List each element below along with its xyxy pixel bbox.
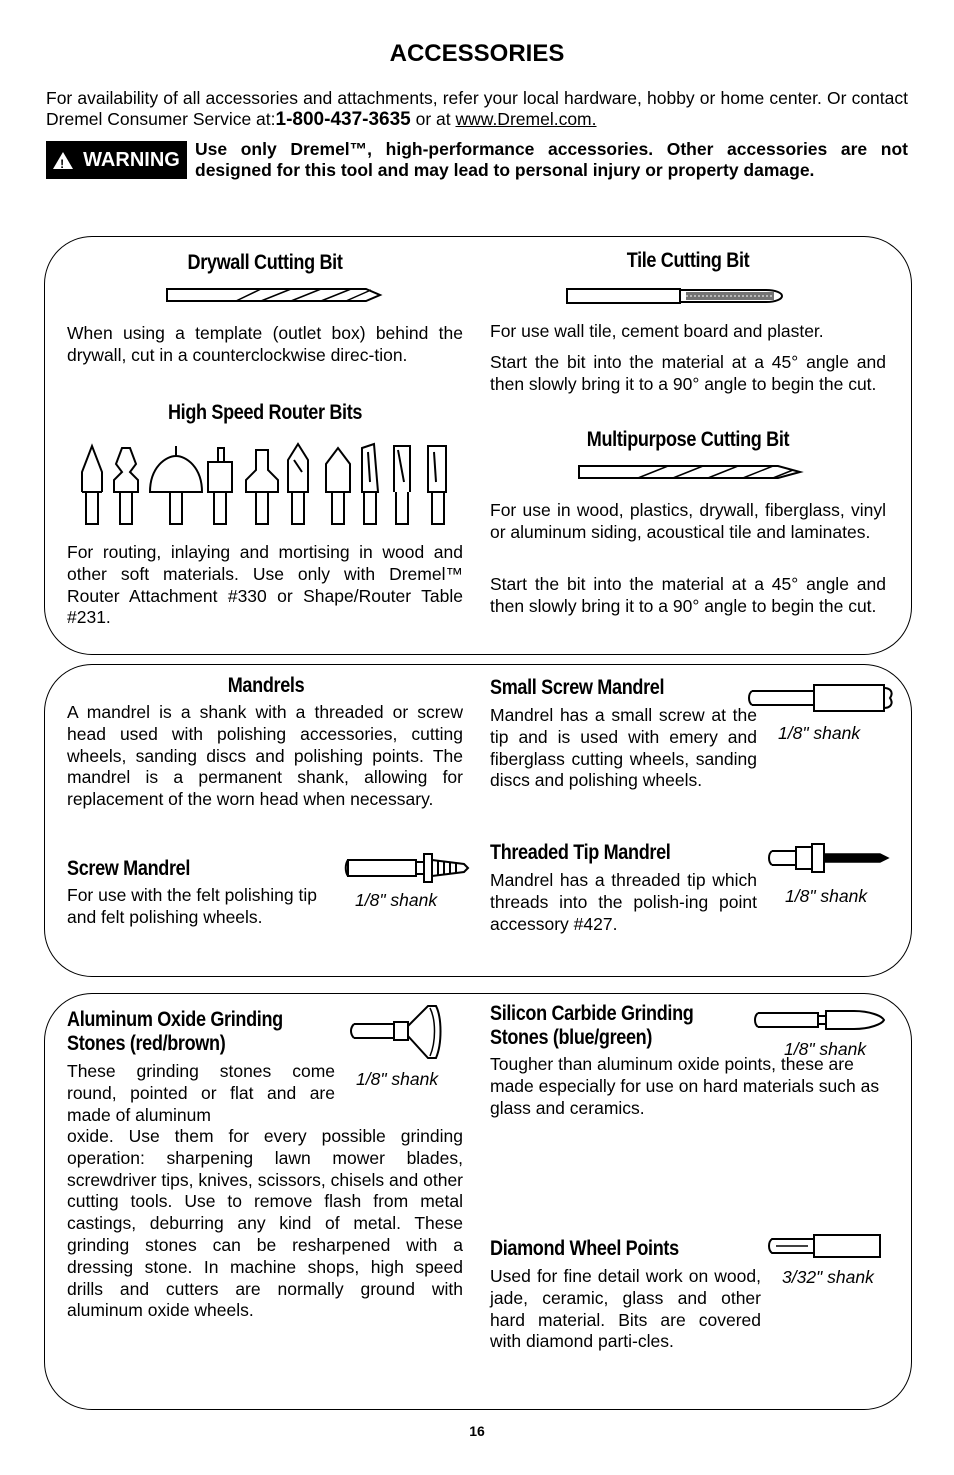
diamond-wheel-point-icon xyxy=(768,1233,886,1259)
small-screw-mandrel-icon xyxy=(748,682,898,714)
small-screw-mandrel-text: Mandrel has a small screw at the tip and is used with emery and fiberglass cutting wheels, sanding discs and polishing wheels. xyxy=(490,705,757,791)
warning-triangle-icon xyxy=(53,152,73,169)
router-bits-icon xyxy=(80,442,452,526)
diamond-wheel-points-text: Used for fine detail work on wood, jade, ceramic, glass and other hard material. Bits are covered with diamond parti-cles. xyxy=(490,1266,761,1352)
router-heading: High Speed Router Bits xyxy=(167,401,363,424)
warning-badge xyxy=(46,141,187,179)
tile-text-2: Start the bit into the material at a 45° angle and then slowly bring it to a 90° angle to begin the cut. xyxy=(490,352,886,394)
drywall-heading: Drywall Cutting Bit xyxy=(187,251,343,274)
threaded-tip-mandrel-icon xyxy=(768,842,892,874)
mandrels-heading: Mandrels xyxy=(227,674,305,697)
multipurpose-bit-icon xyxy=(578,464,802,482)
aluminum-oxide-caption: 1/8" shank xyxy=(356,1069,439,1089)
small-screw-mandrel-heading: Small Screw Mandrel xyxy=(490,676,665,699)
mandrels-text: A mandrel is a shank with a threaded or screw head used with polishing accessories, cutting wheels, sanding discs and polishing points. The mandrel is a permanent shank, allowing for replacement of the worn head when necessary. xyxy=(67,702,463,810)
small-screw-mandrel-caption: 1/8" shank xyxy=(778,723,861,743)
intro-paragraph xyxy=(46,88,908,130)
aluminum-oxide-text: oxide. Use them for every possible grinding operation: sharpening lawn mower blades, screwdriver tips, knives, scissors, chisels and other cutting tools. Use to remove flash from metal castings, deburring any kind of metal. These grinding stones can be resharpened with a dressing stone. In machine shops, high speed drills and cutters are normally ground with aluminum oxide wheels. xyxy=(67,1126,463,1321)
screw-mandrel-heading: Screw Mandrel xyxy=(67,857,191,880)
silicon-carbide-stone-icon xyxy=(754,1008,888,1032)
silicon-carbide-caption: 1/8" shank xyxy=(784,1039,867,1059)
intro-text: For availability of all accessories and attachments, refer your local hardware, hobby or home center. Or contact Dremel Consumer Service at: xyxy=(46,88,908,129)
drywall-text: When using a template (outlet box) behind the drywall, cut in a counterclockwise direc-tion. xyxy=(67,323,463,365)
website-link[interactable]: www.Dremel.com. xyxy=(455,109,597,129)
intro-or-at: or at xyxy=(410,109,456,129)
diamond-wheel-points-caption: 3/32" shank xyxy=(782,1267,874,1287)
page-title: ACCESSORIES xyxy=(389,40,565,67)
aluminum-oxide-heading-2: Stones (red/brown) xyxy=(67,1032,226,1055)
screw-mandrel-caption: 1/8" shank xyxy=(355,890,438,910)
threaded-tip-mandrel-text: Mandrel has a threaded tip which threads into the polish-ing point accessory #427. xyxy=(490,870,757,934)
warning-block xyxy=(46,139,908,181)
drywall-bit-icon xyxy=(166,287,382,305)
aluminum-oxide-text-top: These grinding stones come round, pointed or flat and are made of aluminum xyxy=(67,1061,335,1125)
phone-number: 1-800-437-3635 xyxy=(275,109,411,130)
warning-text: Use only Dremel™, high-performance accessories. Other accessories are not designed for this tool and may lead to personal injury or property damage. xyxy=(195,139,908,180)
warning-badge-label: WARNING xyxy=(83,148,180,171)
aluminum-oxide-heading-1: Aluminum Oxide Grinding xyxy=(67,1008,283,1031)
silicon-carbide-heading-1: Silicon Carbide Grinding xyxy=(490,1002,694,1025)
silicon-carbide-heading-2: Stones (blue/green) xyxy=(490,1026,653,1049)
router-text: For routing, inlaying and mortising in wood and other soft materials. Use only with Dremel™ Router Attachment #330 or Shape/Router Table #231. xyxy=(67,542,463,628)
screw-mandrel-icon xyxy=(346,850,470,886)
tile-bit-icon xyxy=(566,287,786,307)
silicon-carbide-text: Tougher than aluminum oxide points, these are made especially for use on hard materials such as glass and ceramics. xyxy=(490,1054,880,1118)
multipurpose-text-2: Start the bit into the material at a 45° angle and then slowly bring it to a 90° angle to begin the cut. xyxy=(490,574,886,616)
tile-heading: Tile Cutting Bit xyxy=(626,249,750,272)
tile-text-1: For use wall tile, cement board and plaster. xyxy=(490,321,824,341)
threaded-tip-mandrel-caption: 1/8" shank xyxy=(785,886,868,906)
multipurpose-heading: Multipurpose Cutting Bit xyxy=(586,428,790,451)
threaded-tip-mandrel-heading: Threaded Tip Mandrel xyxy=(490,841,671,864)
page-number: 16 xyxy=(469,1423,485,1439)
diamond-wheel-points-heading: Diamond Wheel Points xyxy=(490,1237,679,1260)
multipurpose-text-1: For use in wood, plastics, drywall, fiberglass, vinyl or aluminum siding, acoustical tile and laminates. xyxy=(490,500,886,542)
screw-mandrel-text: For use with the felt polishing tip and felt polishing wheels. xyxy=(67,885,317,927)
aluminum-oxide-stone-icon xyxy=(350,1000,446,1064)
